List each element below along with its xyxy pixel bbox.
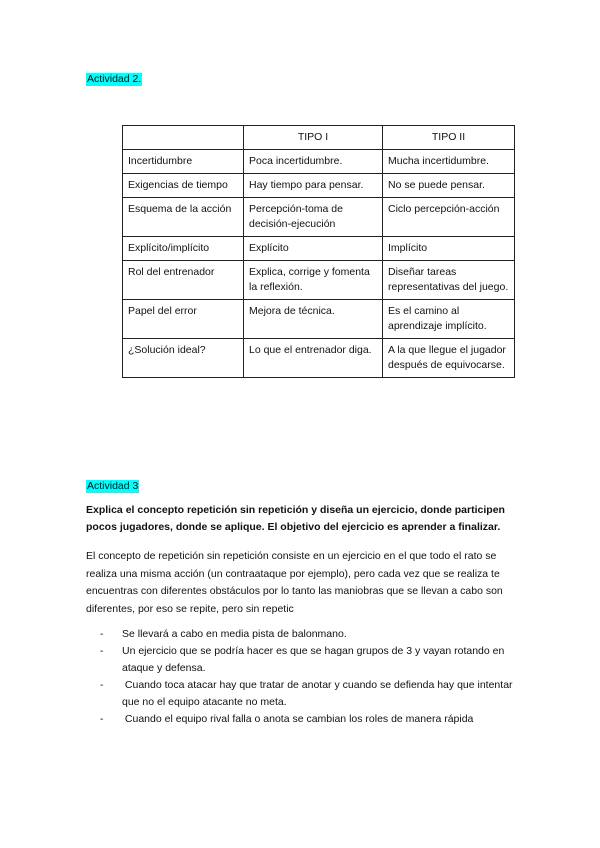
table-header-row: [123, 126, 515, 150]
header-cell: TIPO II: [383, 126, 515, 150]
exercise-bullet-list: [100, 626, 520, 728]
table-cell: Mejora de técnica.: [244, 300, 383, 339]
list-item-text: Un ejercicio que se podría hacer es que se hagan grupos de 3 y vayan rotando en ataque y defensa.: [122, 645, 508, 674]
table-cell: Lo que el entrenador diga.: [244, 339, 383, 378]
table-cell: Es el camino al aprendizaje implícito.: [383, 300, 515, 339]
table-cell: Explica, corrige y fomenta la reflexión.: [244, 261, 383, 300]
header-cell: TIPO I: [244, 126, 383, 150]
list-item-text: Cuando toca atacar hay que tratar de anotar y cuando se defienda hay que intentar que no el equipo atacante no meta.: [122, 679, 516, 708]
table-row: [123, 300, 515, 339]
list-item: [100, 643, 520, 677]
table-row: [123, 198, 515, 237]
list-item: [100, 711, 520, 728]
table-row: [123, 174, 515, 198]
activity-3-heading: Actividad 3: [87, 480, 139, 492]
row-label-cell: Incertidumbre: [123, 150, 244, 174]
list-item: [100, 677, 520, 711]
table-cell: Hay tiempo para pensar.: [244, 174, 383, 198]
table-row: [123, 261, 515, 300]
bullet-marker: -: [100, 713, 104, 725]
row-label-cell: ¿Solución ideal?: [123, 339, 244, 378]
bullet-marker: -: [100, 645, 104, 657]
table-row: [123, 339, 515, 378]
table-cell: No se puede pensar.: [383, 174, 515, 198]
table-row: [123, 237, 515, 261]
activity-3-question: Explica el concepto repetición sin repetición y diseña un ejercicio, donde participen pocos jugadores, donde se aplique. El objetivo del ejercicio es aprender a finalizar.: [86, 504, 505, 533]
list-item-text: Se llevará a cabo en media pista de balonmano.: [122, 628, 347, 640]
table-row: [123, 150, 515, 174]
list-item-text: Cuando el equipo rival falla o anota se cambian los roles de manera rápida: [122, 713, 474, 725]
table-cell: Poca incertidumbre.: [244, 150, 383, 174]
activity-3-paragraph: El concepto de repetición sin repetición consiste en un ejercicio en el que todo el rato se realiza una misma acción (un contraataque por ejemplo), pero cada vez que se realiza te encuentras con diferentes obstáculos por lo tanto las maniobras que se llevan a cabo son diferentes, por eso se repite, pero sin repetic: [86, 550, 503, 615]
header-cell: [123, 126, 244, 150]
table-cell: Percepción-toma de decisión-ejecución: [244, 198, 383, 237]
table-cell: Mucha incertidumbre.: [383, 150, 515, 174]
row-label-cell: Exigencias de tiempo: [123, 174, 244, 198]
row-label-cell: Explícito/implícito: [123, 237, 244, 261]
list-item: [100, 626, 520, 643]
table-cell: Explícito: [244, 237, 383, 261]
table-cell: Ciclo percepción-acción: [383, 198, 515, 237]
bullet-marker: -: [100, 679, 104, 691]
table-cell: Implícito: [383, 237, 515, 261]
table-cell: A la que llegue el jugador después de equivocarse.: [383, 339, 515, 378]
row-label-cell: Rol del entrenador: [123, 261, 244, 300]
bullet-marker: -: [100, 628, 104, 640]
activity-2-heading: Actividad 2.: [87, 73, 142, 85]
row-label-cell: Esquema de la acción: [123, 198, 244, 237]
comparison-table: [122, 125, 515, 378]
table-cell: Diseñar tareas representativas del juego.: [383, 261, 515, 300]
row-label-cell: Papel del error: [123, 300, 244, 339]
